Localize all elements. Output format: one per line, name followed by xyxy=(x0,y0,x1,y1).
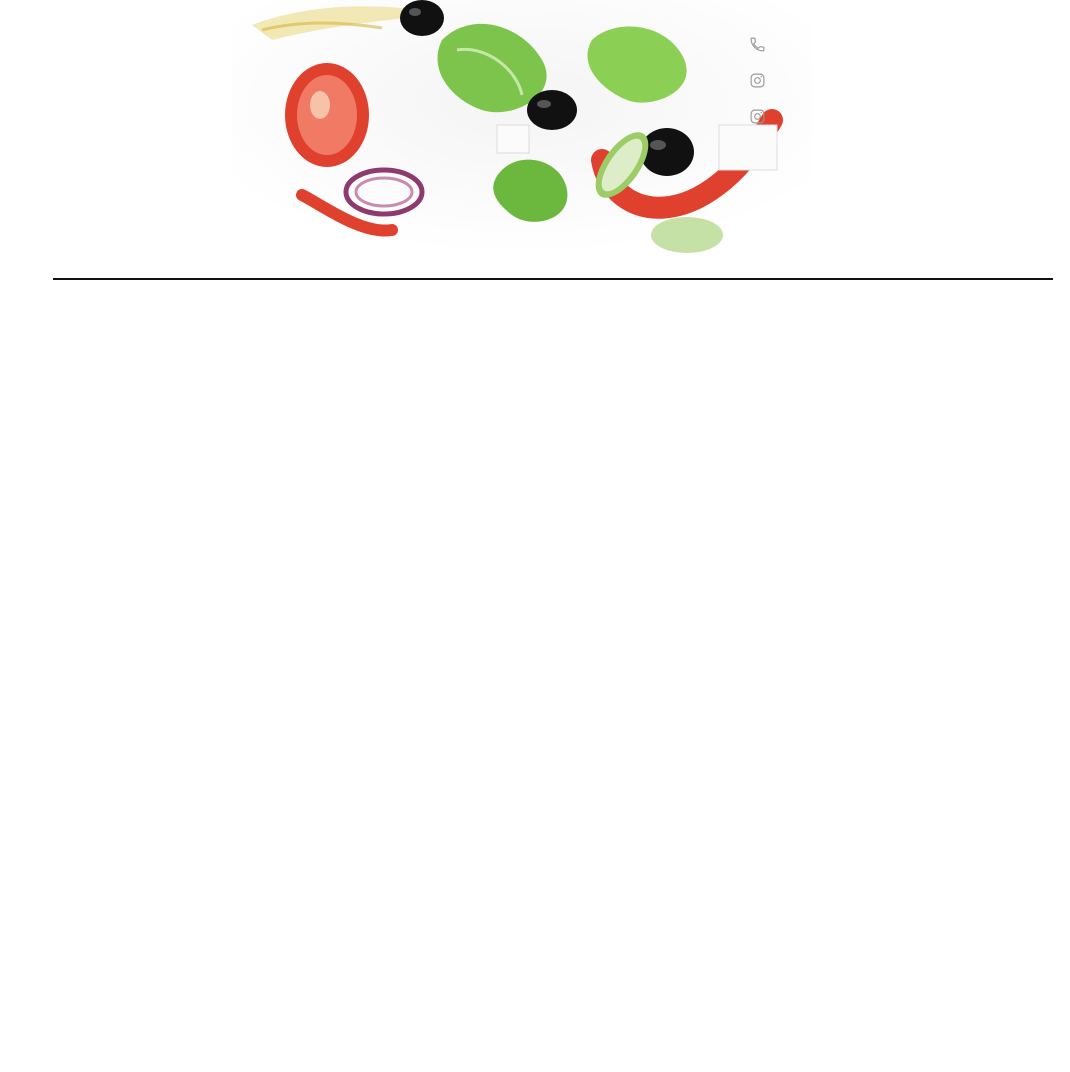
phone-icon xyxy=(748,35,767,54)
macros-summary xyxy=(26,118,106,121)
contact-phone[interactable] xyxy=(748,26,782,62)
instagram-icon xyxy=(748,107,767,126)
contact-vk[interactable] xyxy=(748,62,782,98)
salad-illustration xyxy=(232,0,812,255)
meal-plan-table xyxy=(53,278,1053,1072)
contact-site[interactable] xyxy=(748,98,782,134)
contacts xyxy=(748,26,782,134)
instagram-icon xyxy=(748,71,767,90)
day-headers xyxy=(53,256,1053,278)
